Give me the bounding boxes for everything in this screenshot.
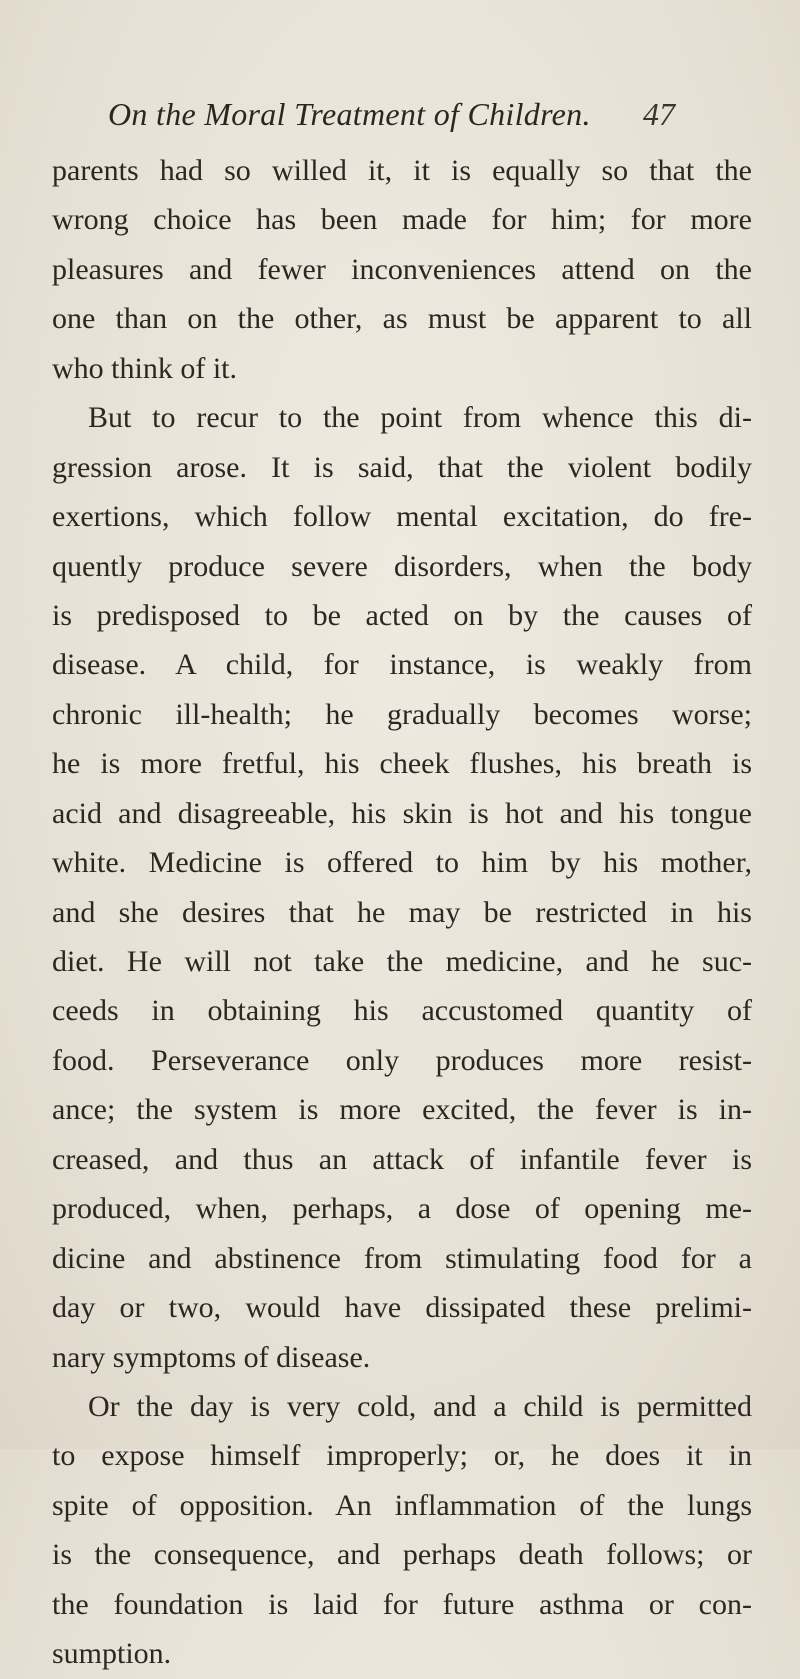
text-line: parents had so willed it, it is equally so that the: [52, 154, 752, 187]
text-line: ceeds in obtaining his accustomed quantity of: [52, 994, 752, 1028]
text-line: quently produce severe disorders, when the body: [52, 549, 752, 583]
text-line: diet. He will not take the medicine, and he suc-: [52, 945, 752, 978]
running-title: On the Moral Treatment of Children.: [108, 96, 591, 132]
text-line: But to recur to the point from whence this di-: [88, 401, 752, 435]
text-line: white. Medicine is offered to him by his mother,: [52, 846, 752, 880]
text-line: and she desires that he may be restricted in his: [52, 895, 752, 929]
text-line: acid and disagreeable, his skin is hot and his tongue: [52, 796, 752, 830]
text-line: wrong choice has been made for him; for more: [52, 203, 752, 237]
text-line: day or two, would have dissipated these prelimi-: [52, 1291, 752, 1325]
text-line: disease. A child, for instance, is weakly from: [52, 648, 752, 682]
text-line: who think of it.: [52, 351, 237, 385]
text-line: is predisposed to be acted on by the causes of: [52, 598, 752, 632]
text-line: sumption.: [52, 1637, 172, 1671]
text-line: exertions, which follow mental excitation, do fre-: [52, 500, 752, 534]
text-line: dicine and abstinence from stimulating food for a: [52, 1241, 752, 1275]
text-line: one than on the other, as must be apparent to all: [52, 302, 752, 336]
text-line: the foundation is laid for future asthma or con-: [52, 1587, 752, 1621]
text-line: food. Perseverance only produces more resist-: [52, 1043, 752, 1077]
text-line: gression arose. It is said, that the violent bodily: [52, 450, 752, 484]
text-line: to expose himself improperly; or, he does it in: [52, 1439, 752, 1473]
text-line: ance; the system is more excited, the fever is in-: [52, 1093, 752, 1127]
text-line: nary symptoms of disease.: [52, 1340, 371, 1374]
text-line: creased, and thus an attack of infantile fever is: [52, 1142, 752, 1176]
text-line: is the consequence, and perhaps death follows; or: [52, 1538, 752, 1572]
page-number: 47: [643, 96, 675, 132]
text-line: he is more fretful, his cheek flushes, his breath is: [52, 747, 752, 781]
page-header: [0, 96, 800, 146]
text-line: chronic ill-health; he gradually becomes worse;: [52, 697, 752, 731]
text-line: produced, when, perhaps, a dose of opening me-: [52, 1192, 752, 1226]
text-line: pleasures and fewer inconveniences attend on the: [52, 252, 752, 286]
text-line: Or the day is very cold, and a child is permitted: [88, 1389, 752, 1423]
text-line: spite of opposition. An inflammation of the lungs: [52, 1488, 752, 1522]
